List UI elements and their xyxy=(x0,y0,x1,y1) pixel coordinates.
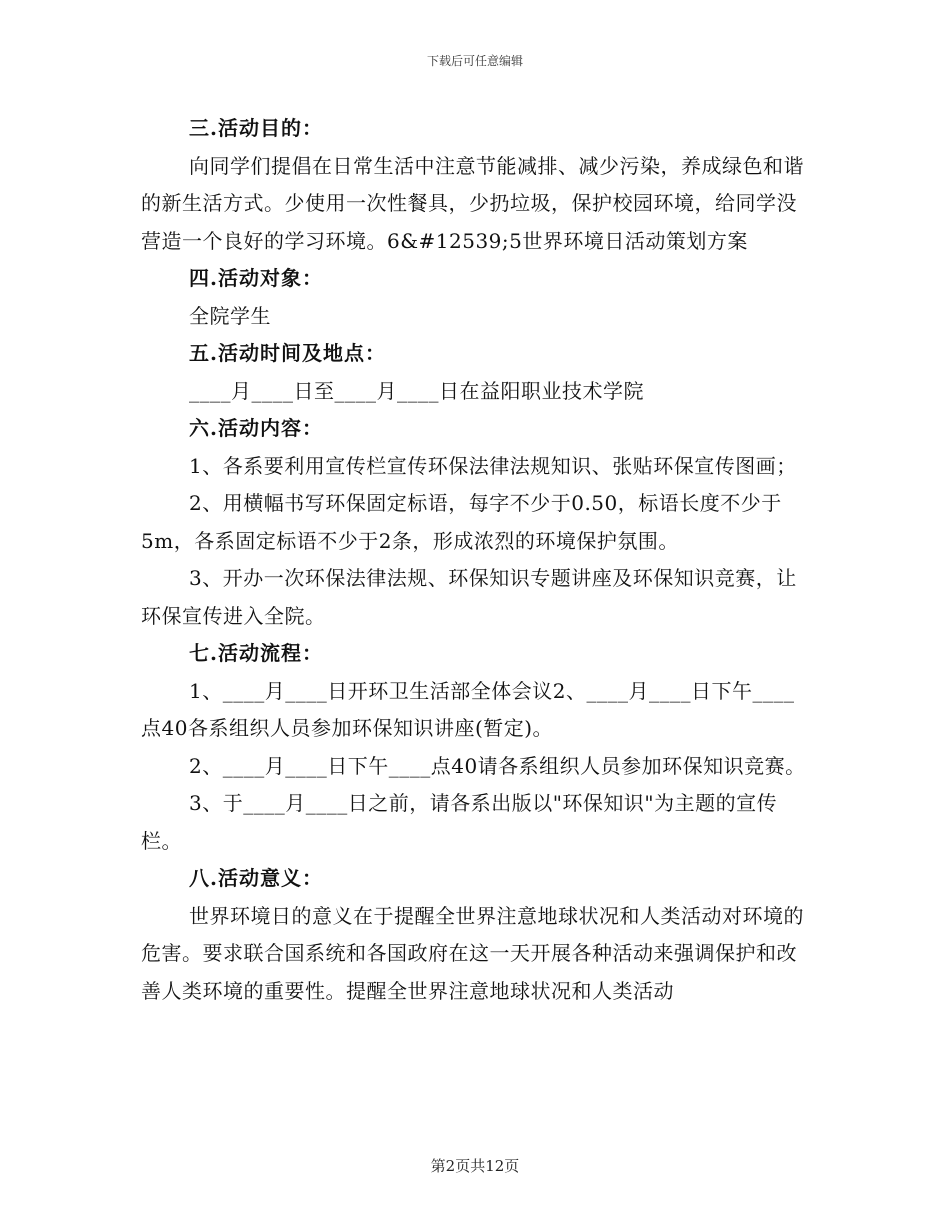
page-footer: 第2页共12页 xyxy=(430,1157,520,1175)
section-body-target: 全院学生 xyxy=(189,303,271,328)
section-heading-time: 五.活动时间及地点： xyxy=(189,341,386,365)
section-heading-content: 六.活动内容： xyxy=(189,416,323,440)
section-heading-meaning: 八.活动意义： xyxy=(189,866,323,890)
section-body-goal: 向同学们提倡在日常生活中注意节能减排、减少污染，养成绿色和谐的新生活方式。少使用一次性餐具，少扔垃圾，保护校园环境，给同学没营造一个良好的学习环境。6&#12539;5世界环境日活动策划方案 xyxy=(141,153,804,253)
section-heading-target: 四.活动对象： xyxy=(189,266,323,290)
flow-item-1: 1、____月____日开环卫生活部全体会议2、____月____日下午____点40各系组织人员参加环保知识讲座(暂定)。 xyxy=(141,678,795,740)
flow-item-3: 3、于____月____日之前，请各系出版以"环保知识"为主题的宣传栏。 xyxy=(141,791,778,853)
content-item-2: 2、用横幅书写环保固定标语，每字不少于0.50，标语长度不少于5m，各系固定标语不少于2条，形成浓烈的环境保护氛围。 xyxy=(141,491,782,553)
content-item-1: 1、各系要利用宣传栏宣传环保法律法规知识、张贴环保宣传图画； xyxy=(189,453,797,478)
section-heading-goal: 三.活动目的： xyxy=(189,116,323,140)
section-body-meaning: 世界环境日的意义在于提醒全世界注意地球状况和人类活动对环境的危害。要求联合国系统和各国政府在这一天开展各种活动来强调保护和改善人类环境的重要性。提醒全世界注意地球状况和人类活动 xyxy=(141,903,804,1003)
document-body xyxy=(141,110,813,1010)
flow-item-2: 2、____月____日下午____点40请各系组织人员参加环保知识竞赛。 xyxy=(189,753,806,778)
section-body-time: ____月____日至____月____日在益阳职业技术学院 xyxy=(189,378,644,403)
content-item-3: 3、开办一次环保法律法规、环保知识专题讲座及环保知识竞赛，让环保宣传进入全院。 xyxy=(141,566,797,628)
section-heading-flow: 七.活动流程： xyxy=(189,641,323,665)
page-header: 下载后可任意编辑 xyxy=(426,54,523,68)
